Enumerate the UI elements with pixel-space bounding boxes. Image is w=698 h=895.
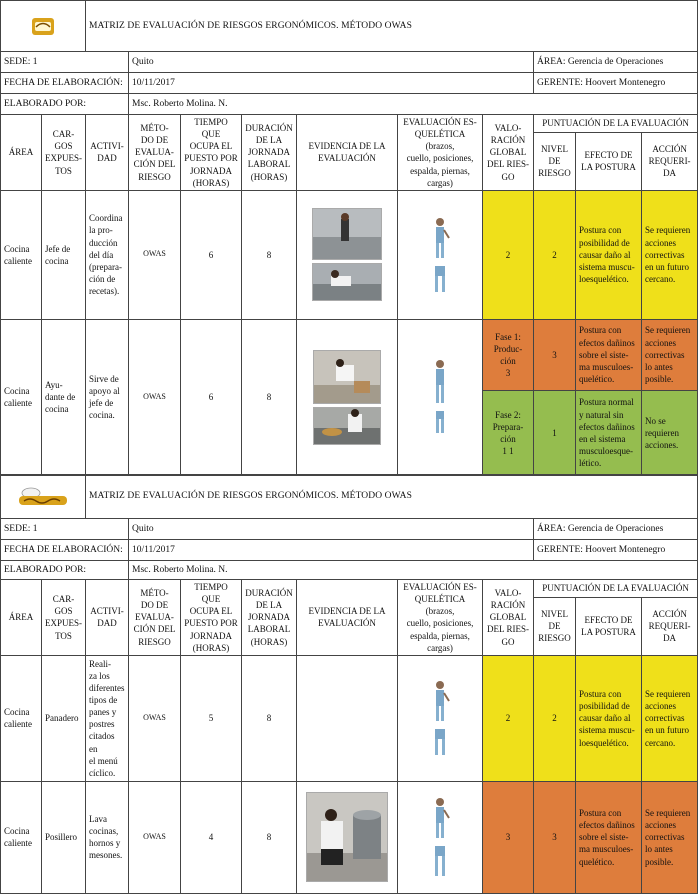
header-nivel: NIVEL DE RIESGO [534, 597, 576, 655]
header-metodo: MÉTO- DO DE EVALUA- CIÓN DEL RIESGO [129, 580, 181, 656]
posture-figure-icon [430, 216, 450, 260]
header-area: ÁREA [1, 580, 42, 656]
efecto-cell: Postura con efectos dañinos sobre el siste- ma musculoes- quelético. [576, 781, 642, 893]
row-area: Cocina caliente [1, 655, 42, 781]
table-row [1, 781, 698, 893]
chef-hat-logo-icon [15, 487, 71, 507]
valoracion-cell: 2 [483, 655, 534, 781]
sede-label: SEDE: 1 [1, 519, 129, 540]
posture-figures [398, 190, 483, 319]
header-accion: ACCIÓN REQUERI- DA [642, 597, 698, 655]
row-actividad: Coordina la pro- ducción del día (prepara- ción de recetas). [86, 190, 129, 319]
gerente-info: GERENTE: Hoovert Montenegro [534, 73, 698, 94]
header-nivel: NIVEL DE RIESGO [534, 132, 576, 190]
matrix-title: MATRIZ DE EVALUACIÓN DE RIESGOS ERGONÓMICOS. MÉTODO OWAS [86, 475, 698, 519]
header-actividad: ACTIVI- DAD [86, 115, 129, 191]
accion-cell: Se requieren acciones correctivas lo antes posible. [642, 319, 698, 390]
efecto-cell: Postura normal y natural sin efectos dañinos en el sistema musculoesque- lético. [576, 390, 642, 475]
header-puntuacion: PUNTUACIÓN DE LA EVALUACIÓN [534, 115, 698, 133]
elaborado-value: Msc. Roberto Molina. N. [129, 94, 698, 115]
header-duracion: DURACIÓN DE LA JORNADA LABORAL (HORAS) [242, 115, 297, 191]
kitchen-photo-image [313, 350, 381, 404]
header-efecto: EFECTO DE LA POSTURA [576, 597, 642, 655]
efecto-cell: Postura con posibilidad de causar daño al sistema muscu- loesquelético. [576, 655, 642, 781]
elaborado-label: ELABORADO POR: [1, 94, 129, 115]
row-cargo: Panadero [42, 655, 86, 781]
accion-cell: No se requieren acciones. [642, 390, 698, 475]
row-cargo: Ayu- dante de cocina [42, 319, 86, 475]
header-evidencia: EVIDENCIA DE LA EVALUACIÓN [297, 115, 398, 191]
accion-cell: Se requieren acciones correctivas en un futuro cercano. [642, 655, 698, 781]
sede-value: Quito [129, 519, 534, 540]
header-evaluacion: EVALUACIÓN ES- QUELÉTICA (brazos, cuello, posiciones, espalda, piernas, cargas) [398, 580, 483, 656]
row-duracion: 8 [242, 655, 297, 781]
matrix-page-2 [0, 474, 698, 894]
header-puntuacion: PUNTUACIÓN DE LA EVALUACIÓN [534, 580, 698, 598]
header-cargos: CAR- GOS EXPUES- TOS [42, 580, 86, 656]
posture-figure-icon [430, 844, 450, 878]
fecha-value: 10/11/2017 [129, 540, 534, 561]
kitchen-photo-image [312, 208, 382, 260]
table-row [1, 190, 698, 319]
row-tiempo: 4 [181, 781, 242, 893]
efecto-cell: Postura con efectos dañinos sobre el siste- ma musculoes- quelético. [576, 319, 642, 390]
posture-figure-icon [430, 264, 450, 294]
table-row [1, 319, 698, 390]
header-efecto: EFECTO DE LA POSTURA [576, 132, 642, 190]
row-area: Cocina caliente [1, 781, 42, 893]
evidence-photos [297, 190, 398, 319]
posture-figure-icon [430, 796, 450, 840]
posture-figure-icon [430, 727, 450, 757]
header-actividad: ACTIVI- DAD [86, 580, 129, 656]
header-valoracion: VALO- RACIÓN GLOBAL DEL RIES- GO [483, 580, 534, 656]
nivel-cell: 1 [534, 390, 576, 475]
header-duracion: DURACIÓN DE LA JORNADA LABORAL (HORAS) [242, 580, 297, 656]
sede-label: SEDE: 1 [1, 52, 129, 73]
row-metodo: OWAS [129, 319, 181, 475]
posture-figures [398, 319, 483, 475]
efecto-cell: Postura con posibilidad de causar daño al sistema muscu- loesquelético. [576, 190, 642, 319]
row-metodo: OWAS [129, 781, 181, 893]
fecha-label: FECHA DE ELABORACIÓN: [1, 540, 129, 561]
matrix-title: MATRIZ DE EVALUACIÓN DE RIESGOS ERGONÓMICOS. MÉTODO OWAS [86, 1, 698, 52]
header-cargos: CAR- GOS EXPUES- TOS [42, 115, 86, 191]
evidence-photos [297, 781, 398, 893]
row-cargo: Posillero [42, 781, 86, 893]
nivel-cell: 2 [534, 655, 576, 781]
row-metodo: OWAS [129, 655, 181, 781]
accion-cell: Se requieren acciones correctivas lo antes posible. [642, 781, 698, 893]
area-info: ÁREA: Gerencia de Operaciones [534, 52, 698, 73]
header-metodo: MÉTO- DO DE EVALUA- CIÓN DEL RIESGO [129, 115, 181, 191]
header-valoracion: VALO- RACIÓN GLOBAL DEL RIES- GO [483, 115, 534, 191]
posture-figures [398, 781, 483, 893]
company-logo [1, 475, 86, 519]
fase-2-cell: Fase 2: Prepara- ción 1 1 [483, 390, 534, 475]
posture-figure-icon [433, 409, 447, 435]
fase-1-cell: Fase 1: Produc- ción 3 [483, 319, 534, 390]
header-accion: ACCIÓN REQUERI- DA [642, 132, 698, 190]
fecha-label: FECHA DE ELABORACIÓN: [1, 73, 129, 94]
kitchen-photo-image [306, 792, 388, 882]
posture-figures [398, 655, 483, 781]
elaborado-label: ELABORADO POR: [1, 561, 129, 580]
row-duracion: 8 [242, 319, 297, 475]
row-actividad: Reali- za los diferentes tipos de panes y postres citados en el menú cíclico. [86, 655, 129, 781]
header-tiempo: TIEMPO QUE OCUPA EL PUESTO POR JORNADA (HORAS) [181, 115, 242, 191]
posture-figure-icon [430, 679, 450, 723]
posture-figure-icon [433, 359, 447, 405]
fecha-value: 10/11/2017 [129, 73, 534, 94]
kitchen-photo-image [312, 263, 382, 301]
row-actividad: Lava cocinas, hornos y mesones. [86, 781, 129, 893]
row-duracion: 8 [242, 190, 297, 319]
evidence-photos [297, 319, 398, 475]
owas-matrix-table-2 [0, 474, 698, 894]
table-row [1, 655, 698, 781]
header-area: ÁREA [1, 115, 42, 191]
sede-value: Quito [129, 52, 534, 73]
row-tiempo: 5 [181, 655, 242, 781]
accion-cell: Se requieren acciones correctivas en un futuro cercano. [642, 190, 698, 319]
gerente-info: GERENTE: Hoovert Montenegro [534, 540, 698, 561]
row-metodo: OWAS [129, 190, 181, 319]
header-evidencia: EVIDENCIA DE LA EVALUACIÓN [297, 580, 398, 656]
row-area: Cocina caliente [1, 190, 42, 319]
header-evaluacion: EVALUACIÓN ES- QUELÉTICA (brazos, cuello, posiciones, espalda, piernas, cargas) [398, 115, 483, 191]
chef-hat-logo-icon [30, 15, 56, 37]
nivel-cell: 3 [534, 319, 576, 390]
valoracion-cell: 3 [483, 781, 534, 893]
row-actividad: Sirve de apoyo al jefe de cocina. [86, 319, 129, 475]
row-duracion: 8 [242, 781, 297, 893]
nivel-cell: 2 [534, 190, 576, 319]
elaborado-value: Msc. Roberto Molina. N. [129, 561, 698, 580]
area-info: ÁREA: Gerencia de Operaciones [534, 519, 698, 540]
valoracion-cell: 2 [483, 190, 534, 319]
header-tiempo: TIEMPO QUE OCUPA EL PUESTO POR JORNADA (HORAS) [181, 580, 242, 656]
nivel-cell: 3 [534, 781, 576, 893]
company-logo [1, 1, 86, 52]
row-tiempo: 6 [181, 319, 242, 475]
row-cargo: Jefe de cocina [42, 190, 86, 319]
kitchen-photo-image [313, 407, 381, 445]
row-tiempo: 6 [181, 190, 242, 319]
evidence-photos [297, 655, 398, 781]
row-area: Cocina caliente [1, 319, 42, 475]
